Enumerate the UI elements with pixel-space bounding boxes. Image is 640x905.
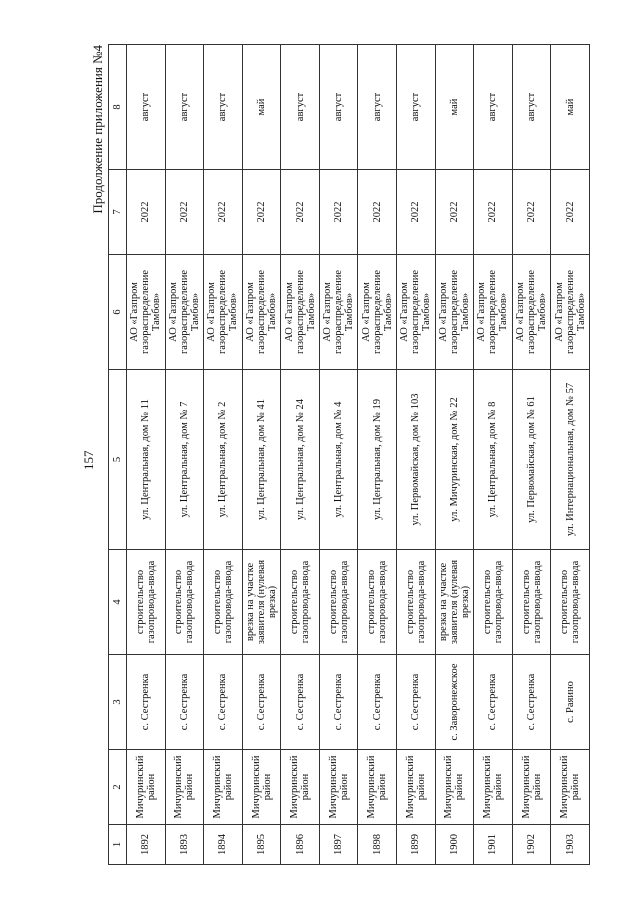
month-cell: май — [435, 45, 474, 170]
row-number-cell: 1899 — [397, 825, 436, 865]
year-cell: 2022 — [281, 170, 320, 255]
table-row — [204, 45, 243, 865]
column-number: 7 — [109, 170, 127, 255]
month-cell: август — [397, 45, 436, 170]
table-row — [281, 45, 320, 865]
year-cell: 2022 — [165, 170, 204, 255]
district-cell: Мичуринский район — [397, 750, 436, 825]
settlement-cell: с. Сестренка — [165, 655, 204, 750]
row-number-cell: 1900 — [435, 825, 474, 865]
settlement-cell: с. Заворонежское — [435, 655, 474, 750]
column-number: 5 — [109, 370, 127, 550]
table-body — [127, 45, 590, 865]
work-type-cell: строительство газопровода-ввода — [551, 550, 590, 655]
column-number: 3 — [109, 655, 127, 750]
address-cell: ул. Центральная, дом № 2 — [204, 370, 243, 550]
district-cell: Мичуринский район — [281, 750, 320, 825]
address-cell: ул. Первомайская, дом № 61 — [512, 370, 551, 550]
settlement-cell: с. Сестренка — [358, 655, 397, 750]
row-number-cell: 1903 — [551, 825, 590, 865]
district-cell: Мичуринский район — [204, 750, 243, 825]
work-type-cell: строительство газопровода-ввода — [165, 550, 204, 655]
district-cell: Мичуринский район — [435, 750, 474, 825]
settlement-cell: с. Сестренка — [397, 655, 436, 750]
row-number-cell: 1895 — [242, 825, 281, 865]
year-cell: 2022 — [242, 170, 281, 255]
table-row — [435, 45, 474, 865]
address-cell: ул. Центральная, дом № 24 — [281, 370, 320, 550]
table-row — [358, 45, 397, 865]
table-row — [397, 45, 436, 865]
year-cell: 2022 — [397, 170, 436, 255]
address-cell: ул. Мичуринская, дом № 22 — [435, 370, 474, 550]
work-type-cell: строительство газопровода-ввода — [474, 550, 513, 655]
address-cell: ул. Центральная, дом № 41 — [242, 370, 281, 550]
month-cell: август — [165, 45, 204, 170]
appendix-continuation: Продолжение приложения №4 — [90, 45, 105, 214]
district-cell: Мичуринский район — [474, 750, 513, 825]
year-cell: 2022 — [435, 170, 474, 255]
work-type-cell: строительство газопровода-ввода — [319, 550, 358, 655]
organization-cell: АО «Газпром газораспределение Тамбов» — [127, 255, 166, 370]
year-cell: 2022 — [358, 170, 397, 255]
row-number-cell: 1892 — [127, 825, 166, 865]
work-type-cell: врезка на участке заявителя (нулевая врезка) — [242, 550, 281, 655]
month-cell: август — [127, 45, 166, 170]
organization-cell: АО «Газпром газораспределение Тамбов» — [474, 255, 513, 370]
table-row — [165, 45, 204, 865]
month-cell: август — [319, 45, 358, 170]
header-row — [109, 45, 127, 865]
row-number-cell: 1897 — [319, 825, 358, 865]
work-type-cell: строительство газопровода-ввода — [281, 550, 320, 655]
column-number: 1 — [109, 825, 127, 865]
organization-cell: АО «Газпром газораспределение Тамбов» — [435, 255, 474, 370]
row-number-cell: 1898 — [358, 825, 397, 865]
district-cell: Мичуринский район — [242, 750, 281, 825]
district-cell: Мичуринский район — [551, 750, 590, 825]
settlement-cell: с. Сестренка — [127, 655, 166, 750]
table-row — [551, 45, 590, 865]
organization-cell: АО «Газпром газораспределение Тамбов» — [358, 255, 397, 370]
month-cell: август — [281, 45, 320, 170]
month-cell: август — [512, 45, 551, 170]
settlement-cell: с. Сестренка — [204, 655, 243, 750]
address-cell: ул. Центральная, дом № 4 — [319, 370, 358, 550]
work-type-cell: строительство газопровода-ввода — [127, 550, 166, 655]
work-type-cell: строительство газопровода-ввода — [358, 550, 397, 655]
organization-cell: АО «Газпром газораспределение Тамбов» — [551, 255, 590, 370]
rotated-page — [80, 45, 590, 865]
month-cell: май — [242, 45, 281, 170]
work-type-cell: врезка на участке заявителя (нулевая врезка) — [435, 550, 474, 655]
data-table — [108, 44, 590, 865]
row-number-cell: 1896 — [281, 825, 320, 865]
work-type-cell: строительство газопровода-ввода — [512, 550, 551, 655]
month-cell: август — [204, 45, 243, 170]
column-number: 4 — [109, 550, 127, 655]
district-cell: Мичуринский район — [512, 750, 551, 825]
settlement-cell: с. Сестренка — [512, 655, 551, 750]
table-row — [474, 45, 513, 865]
organization-cell: АО «Газпром газораспределение Тамбов» — [281, 255, 320, 370]
work-type-cell: строительство газопровода-ввода — [397, 550, 436, 655]
settlement-cell: с. Сестренка — [242, 655, 281, 750]
settlement-cell: с. Сестренка — [319, 655, 358, 750]
column-number: 8 — [109, 45, 127, 170]
address-cell: ул. Интернациональная, дом № 57 — [551, 370, 590, 550]
year-cell: 2022 — [512, 170, 551, 255]
year-cell: 2022 — [127, 170, 166, 255]
year-cell: 2022 — [204, 170, 243, 255]
organization-cell: АО «Газпром газораспределение Тамбов» — [165, 255, 204, 370]
district-cell: Мичуринский район — [165, 750, 204, 825]
month-cell: май — [551, 45, 590, 170]
organization-cell: АО «Газпром газораспределение Тамбов» — [319, 255, 358, 370]
address-cell: ул. Первомайская, дом № 103 — [397, 370, 436, 550]
row-number-cell: 1893 — [165, 825, 204, 865]
table-row — [242, 45, 281, 865]
column-number: 2 — [109, 750, 127, 825]
month-cell: август — [474, 45, 513, 170]
address-cell: ул. Центральная, дом № 8 — [474, 370, 513, 550]
address-cell: ул. Центральная, дом № 7 — [165, 370, 204, 550]
page-number: 157 — [81, 450, 96, 470]
organization-cell: АО «Газпром газораспределение Тамбов» — [512, 255, 551, 370]
organization-cell: АО «Газпром газораспределение Тамбов» — [397, 255, 436, 370]
address-cell: ул. Центральная, дом № 19 — [358, 370, 397, 550]
table-row — [319, 45, 358, 865]
row-number-cell: 1902 — [512, 825, 551, 865]
row-number-cell: 1901 — [474, 825, 513, 865]
month-cell: август — [358, 45, 397, 170]
year-cell: 2022 — [319, 170, 358, 255]
table-row — [512, 45, 551, 865]
organization-cell: АО «Газпром газораспределение Тамбов» — [242, 255, 281, 370]
district-cell: Мичуринский район — [319, 750, 358, 825]
district-cell: Мичуринский район — [127, 750, 166, 825]
row-number-cell: 1894 — [204, 825, 243, 865]
settlement-cell: с. Сестренка — [474, 655, 513, 750]
column-number: 6 — [109, 255, 127, 370]
district-cell: Мичуринский район — [358, 750, 397, 825]
table-row — [127, 45, 166, 865]
work-type-cell: строительство газопровода-ввода — [204, 550, 243, 655]
address-cell: ул. Центральная, дом № 11 — [127, 370, 166, 550]
year-cell: 2022 — [551, 170, 590, 255]
settlement-cell: с. Раяино — [551, 655, 590, 750]
organization-cell: АО «Газпром газораспределение Тамбов» — [204, 255, 243, 370]
year-cell: 2022 — [474, 170, 513, 255]
settlement-cell: с. Сестренка — [281, 655, 320, 750]
